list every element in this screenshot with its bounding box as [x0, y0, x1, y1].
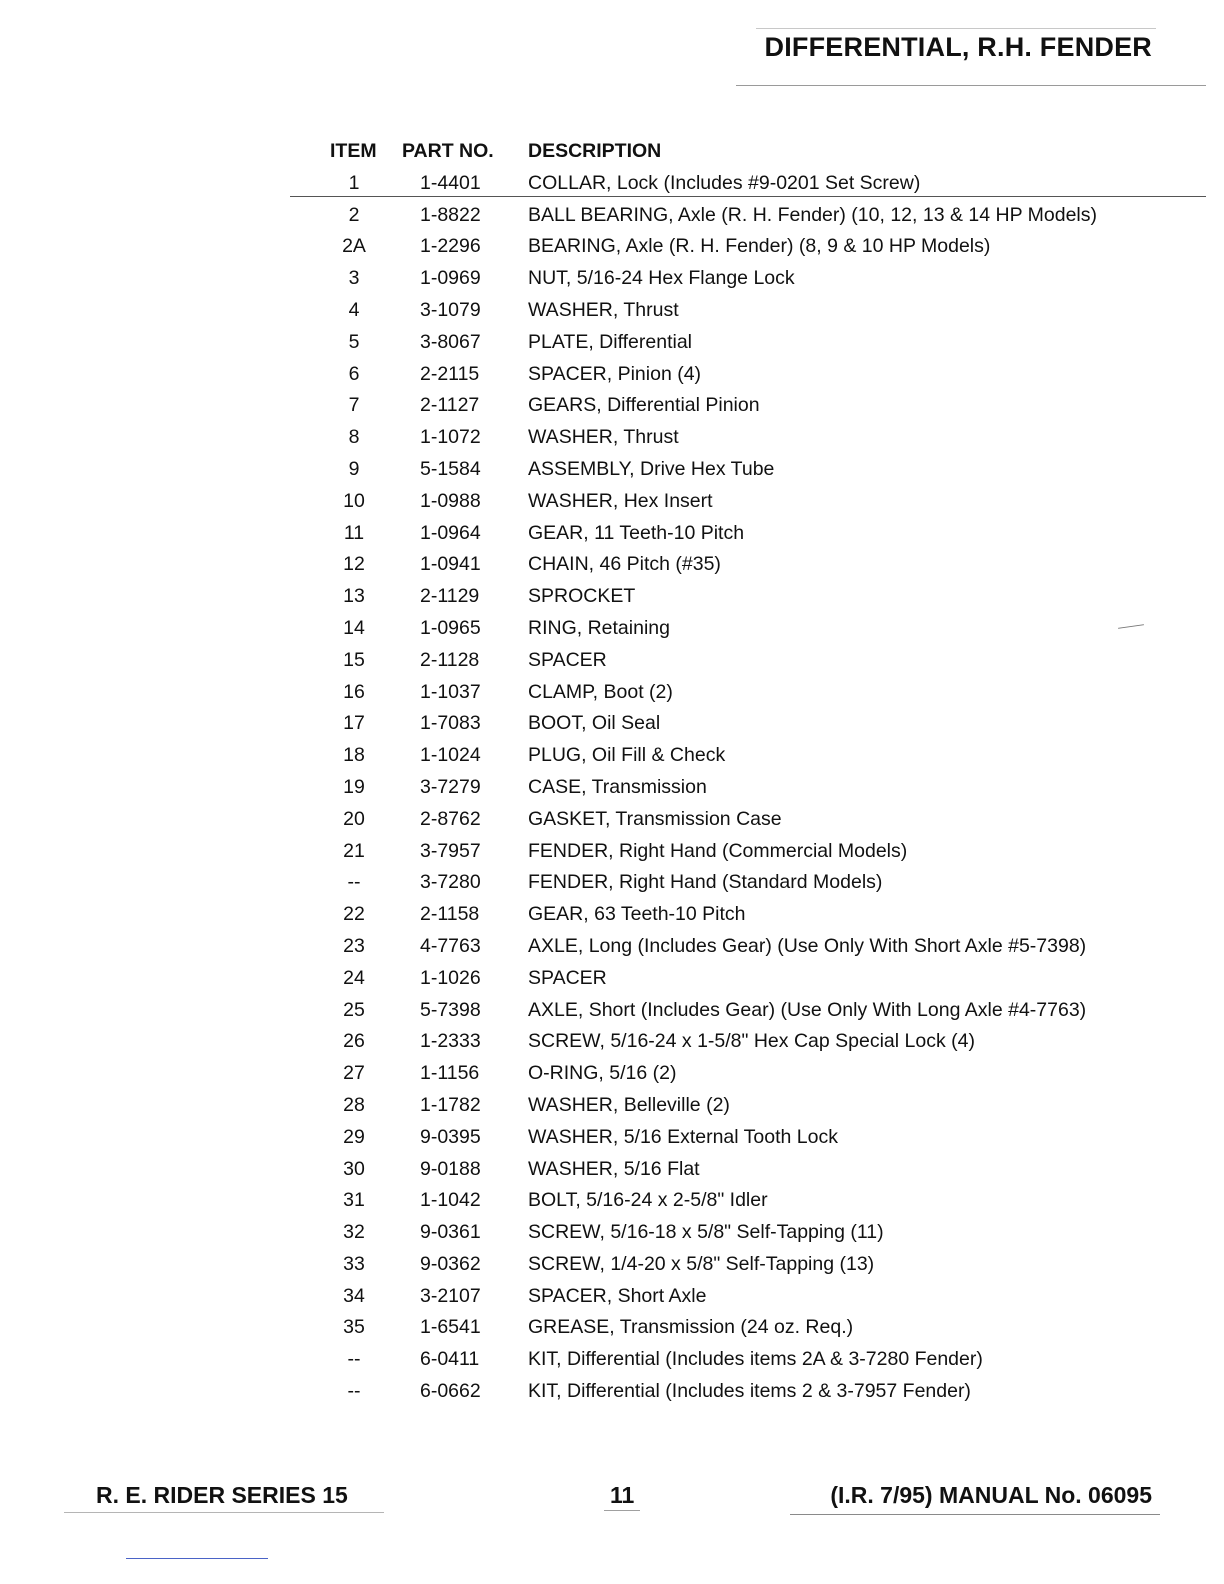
row-item: 11	[343, 521, 365, 544]
row-item: 2	[348, 203, 360, 226]
row-item: 18	[343, 744, 365, 767]
row-item: --	[347, 871, 361, 894]
footer-rule-right	[790, 1514, 1160, 1515]
row-item: 26	[343, 1030, 365, 1053]
row-item: 3	[348, 267, 360, 290]
row-description: GEAR, 11 Teeth-10 Pitch	[528, 521, 745, 544]
row-part-no: 1-0969	[420, 267, 481, 290]
footer-rule-center	[604, 1510, 640, 1511]
row-item: 13	[343, 585, 365, 608]
row-description: SPACER, Pinion (4)	[528, 362, 702, 385]
row-description: CHAIN, 46 Pitch (#35)	[528, 553, 721, 576]
row-description: WASHER, 5/16 Flat	[528, 1157, 700, 1180]
row-item: 27	[343, 1062, 365, 1085]
row-part-no: 2-1129	[420, 585, 480, 608]
column-header-part-no: PART NO.	[402, 140, 494, 162]
row-item: 29	[343, 1125, 365, 1148]
row-description: BOLT, 5/16-24 x 2-5/8" Idler	[528, 1189, 768, 1212]
row-item: 33	[343, 1252, 365, 1275]
row-part-no: 3-2107	[420, 1284, 481, 1307]
row-description: WASHER, Hex Insert	[528, 489, 713, 512]
row-item: 15	[343, 648, 365, 671]
row-part-no: 1-0965	[420, 616, 481, 639]
row-part-no: 3-7280	[420, 871, 481, 894]
title-rule-bottom	[736, 85, 1206, 86]
row-part-no: 1-1156	[420, 1062, 480, 1085]
row-part-no: 9-0361	[420, 1221, 481, 1244]
row-description: ASSEMBLY, Drive Hex Tube	[528, 457, 775, 480]
row-item: 22	[343, 903, 365, 926]
column-header-description: DESCRIPTION	[528, 140, 662, 162]
footer-manual-number: (I.R. 7/95) MANUAL No. 06095	[830, 1482, 1152, 1508]
row-part-no: 1-0964	[420, 521, 481, 544]
row-description: COLLAR, Lock (Includes #9-0201 Set Screw)	[528, 171, 921, 194]
row-part-no: 2-2115	[420, 362, 480, 385]
row-part-no: 1-1072	[420, 426, 481, 449]
row-description: GEARS, Differential Pinion	[528, 394, 760, 417]
row-description: CLAMP, Boot (2)	[528, 680, 673, 703]
row-part-no: 9-0188	[420, 1157, 481, 1180]
header-divider	[290, 196, 1206, 197]
title-rule-top	[756, 28, 1156, 29]
row-part-no: 6-0411	[420, 1348, 480, 1371]
row-part-no: 9-0362	[420, 1252, 481, 1275]
row-item: 19	[343, 775, 365, 798]
row-item: 28	[343, 1093, 365, 1116]
row-part-no: 5-1584	[420, 457, 481, 480]
row-part-no: 1-1026	[420, 966, 481, 989]
row-part-no: 9-0395	[420, 1125, 481, 1148]
row-description: AXLE, Short (Includes Gear) (Use Only With Long Axle #4-7763)	[528, 998, 1087, 1021]
row-item: 32	[343, 1221, 365, 1244]
row-part-no: 5-7398	[420, 998, 481, 1021]
row-part-no: 2-8762	[420, 807, 481, 830]
row-part-no: 1-0941	[420, 553, 481, 576]
row-item: 34	[343, 1284, 365, 1307]
row-description: SCREW, 5/16-24 x 1-5/8" Hex Cap Special Lock (4)	[528, 1030, 975, 1053]
row-description: BALL BEARING, Axle (R. H. Fender) (10, 12, 13 & 14 HP Models)	[528, 203, 1097, 226]
row-part-no: 1-1042	[420, 1189, 481, 1212]
row-item: 24	[343, 966, 365, 989]
row-item: 30	[343, 1157, 365, 1180]
bottom-rule	[126, 1558, 268, 1559]
row-description: KIT, Differential (Includes items 2A & 3-7280 Fender)	[528, 1348, 983, 1371]
row-description: GREASE, Transmission (24 oz. Req.)	[528, 1316, 854, 1339]
row-description: NUT, 5/16-24 Hex Flange Lock	[528, 267, 795, 290]
row-description: WASHER, Belleville (2)	[528, 1093, 730, 1116]
row-part-no: 1-7083	[420, 712, 481, 735]
row-description: WASHER, Thrust	[528, 298, 679, 321]
row-item: 20	[343, 807, 365, 830]
row-item: 7	[348, 394, 360, 417]
row-item: 35	[343, 1316, 365, 1339]
row-part-no: 2-1127	[420, 394, 480, 417]
row-description: BOOT, Oil Seal	[528, 712, 661, 735]
column-header-item: ITEM	[330, 140, 377, 162]
row-description: SPACER	[528, 966, 607, 989]
row-part-no: 1-1782	[420, 1093, 481, 1116]
row-description: WASHER, 5/16 External Tooth Lock	[528, 1125, 838, 1148]
row-description: FENDER, Right Hand (Standard Models)	[528, 871, 883, 894]
row-item: 16	[343, 680, 365, 703]
row-item: 10	[343, 489, 365, 512]
row-description: SCREW, 1/4-20 x 5/8" Self-Tapping (13)	[528, 1252, 875, 1275]
row-description: O-RING, 5/16 (2)	[528, 1062, 677, 1085]
row-item: 4	[348, 298, 360, 321]
row-description: AXLE, Long (Includes Gear) (Use Only With Short Axle #5-7398)	[528, 934, 1087, 957]
row-part-no: 1-2333	[420, 1030, 481, 1053]
row-item: 17	[343, 712, 365, 735]
row-part-no: 4-7763	[420, 934, 481, 957]
page-title: DIFFERENTIAL, R.H. FENDER	[764, 32, 1152, 62]
row-item: --	[347, 1348, 361, 1371]
row-description: PLATE, Differential	[528, 330, 693, 353]
row-part-no: 3-7957	[420, 839, 481, 862]
row-description: CASE, Transmission	[528, 775, 707, 798]
row-item: 23	[343, 934, 365, 957]
row-description: SCREW, 5/16-18 x 5/8" Self-Tapping (11)	[528, 1221, 884, 1244]
scan-mark	[1118, 624, 1144, 629]
row-item: 5	[348, 330, 360, 353]
row-part-no: 6-0662	[420, 1380, 481, 1403]
row-description: SPACER, Short Axle	[528, 1284, 707, 1307]
row-description: SPROCKET	[528, 585, 636, 608]
row-item: 2A	[342, 235, 366, 258]
row-item: 31	[343, 1189, 365, 1212]
row-description: GEAR, 63 Teeth-10 Pitch	[528, 903, 746, 926]
row-item: 9	[348, 457, 360, 480]
row-part-no: 2-1128	[420, 648, 480, 671]
row-item: 1	[348, 171, 360, 194]
row-description: FENDER, Right Hand (Commercial Models)	[528, 839, 908, 862]
row-item: 6	[348, 362, 360, 385]
row-part-no: 1-2296	[420, 235, 481, 258]
row-item: --	[347, 1380, 361, 1403]
row-description: KIT, Differential (Includes items 2 & 3-7957 Fender)	[528, 1380, 971, 1403]
footer-rule-left	[64, 1512, 384, 1513]
row-description: RING, Retaining	[528, 616, 670, 639]
row-description: SPACER	[528, 648, 607, 671]
row-part-no: 1-8822	[420, 203, 481, 226]
row-part-no: 1-4401	[420, 171, 481, 194]
footer-series: R. E. RIDER SERIES 15	[96, 1482, 348, 1508]
page-number: 11	[610, 1482, 635, 1508]
row-part-no: 2-1158	[420, 903, 480, 926]
row-part-no: 3-1079	[420, 298, 481, 321]
row-item: 25	[343, 998, 365, 1021]
row-part-no: 1-6541	[420, 1316, 481, 1339]
row-part-no: 3-8067	[420, 330, 481, 353]
row-item: 12	[343, 553, 365, 576]
row-item: 14	[343, 616, 365, 639]
row-description: GASKET, Transmission Case	[528, 807, 782, 830]
row-description: WASHER, Thrust	[528, 426, 679, 449]
row-item: 8	[348, 426, 360, 449]
row-part-no: 3-7279	[420, 775, 481, 798]
row-part-no: 1-1024	[420, 744, 481, 767]
row-description: BEARING, Axle (R. H. Fender) (8, 9 & 10 HP Models)	[528, 235, 991, 258]
row-part-no: 1-0988	[420, 489, 481, 512]
row-part-no: 1-1037	[420, 680, 481, 703]
row-item: 21	[343, 839, 365, 862]
row-description: PLUG, Oil Fill & Check	[528, 744, 726, 767]
